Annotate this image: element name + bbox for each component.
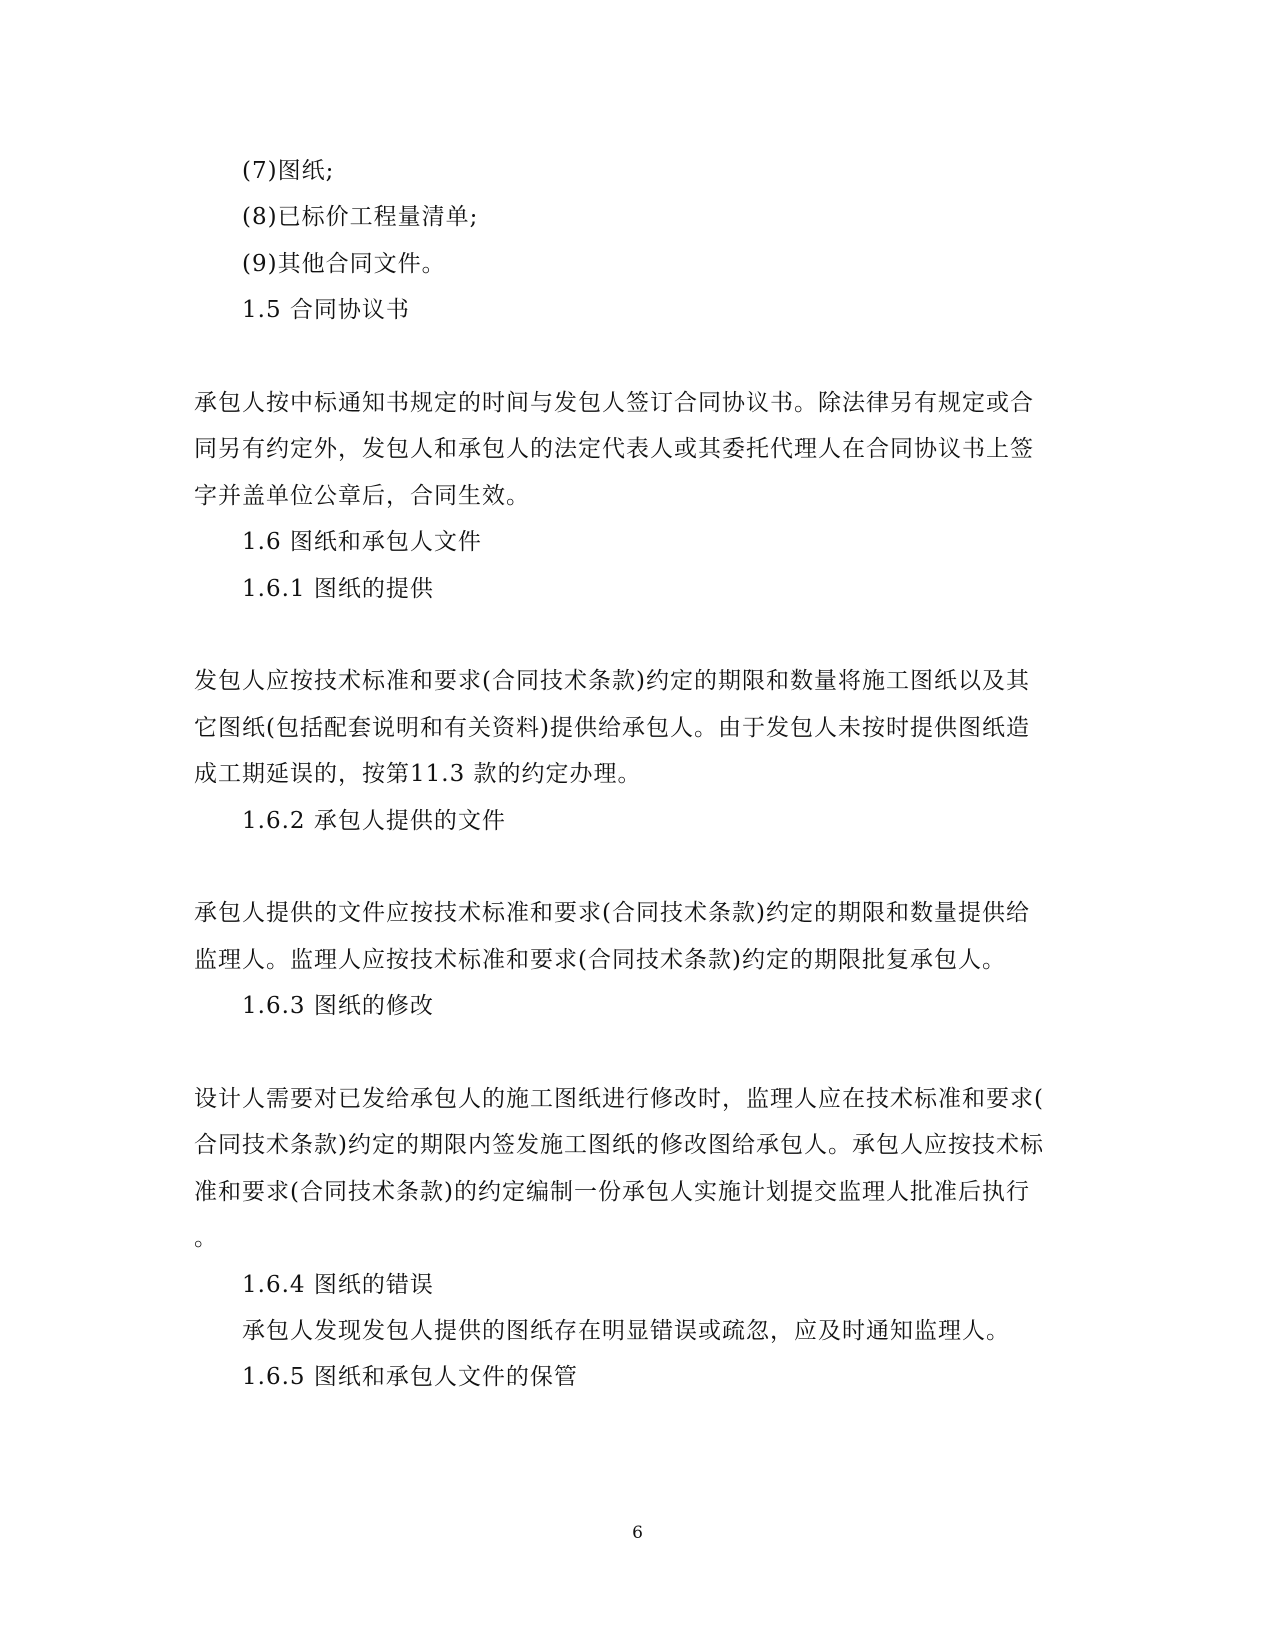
paragraph-line: 它图纸(包括配套说明和有关资料)提供给承包人。由于发包人未按时提供图纸造	[194, 715, 1030, 741]
paragraph-line: 准和要求(合同技术条款)的约定编制一份承包人实施计划提交监理人批准后执行	[194, 1179, 1030, 1205]
section-heading-1-6-3: 1.6.3 图纸的修改	[242, 993, 434, 1019]
section-heading-1-5: 1.5 合同协议书	[242, 297, 410, 323]
paragraph-line: 成工期延误的，按第11.3 款的约定办理。	[194, 761, 642, 787]
paragraph-line: 字并盖单位公章后，合同生效。	[194, 483, 530, 509]
paragraph-line: 监理人。监理人应按技术标准和要求(合同技术条款)约定的期限批复承包人。	[194, 947, 1006, 973]
section-heading-1-6-4: 1.6.4 图纸的错误	[242, 1272, 434, 1298]
section-heading-1-6-5: 1.6.5 图纸和承包人文件的保管	[242, 1364, 578, 1390]
paragraph-line: 承包人按中标通知书规定的时间与发包人签订合同协议书。除法律另有规定或合	[194, 390, 1034, 416]
list-item-9: (9)其他合同文件。	[242, 251, 446, 277]
page-number: 6	[632, 1523, 643, 1543]
paragraph-line: 承包人提供的文件应按技术标准和要求(合同技术条款)约定的期限和数量提供给	[194, 900, 1030, 926]
section-heading-1-6: 1.6 图纸和承包人文件	[242, 529, 482, 555]
list-item-8: (8)已标价工程量清单;	[242, 204, 479, 230]
section-heading-1-6-2: 1.6.2 承包人提供的文件	[242, 808, 506, 834]
paragraph-line: 设计人需要对已发给承包人的施工图纸进行修改时，监理人应在技术标准和要求(	[194, 1086, 1044, 1112]
list-item-7: (7)图纸;	[242, 158, 335, 184]
paragraph-line: 。	[194, 1225, 218, 1251]
section-heading-1-6-1: 1.6.1 图纸的提供	[242, 576, 434, 602]
paragraph-line: 同另有约定外，发包人和承包人的法定代表人或其委托代理人在合同协议书上签	[194, 436, 1034, 462]
paragraph-line: 发包人应按技术标准和要求(合同技术条款)约定的期限和数量将施工图纸以及其	[194, 668, 1030, 694]
paragraph-line: 承包人发现发包人提供的图纸存在明显错误或疏忽，应及时通知监理人。	[242, 1318, 1010, 1344]
paragraph-line: 合同技术条款)约定的期限内签发施工图纸的修改图给承包人。承包人应按技术标	[194, 1132, 1044, 1158]
